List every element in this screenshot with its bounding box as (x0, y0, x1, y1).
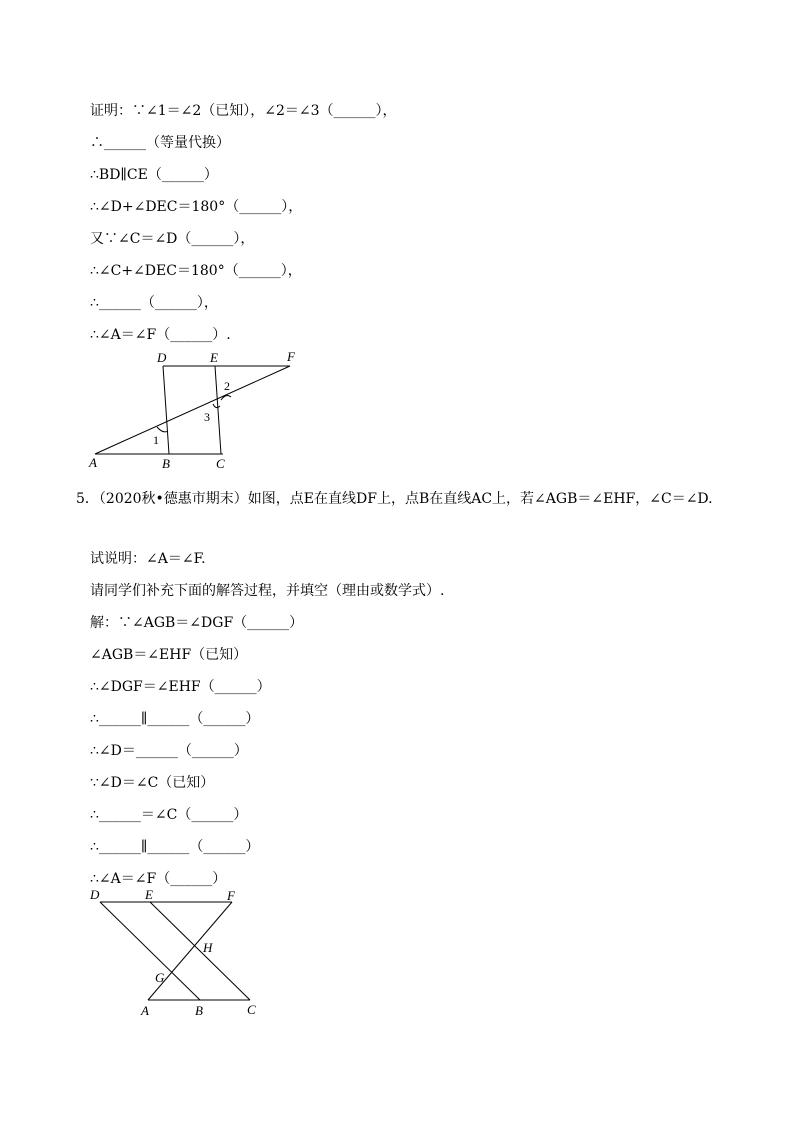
label-D-2: D (90, 887, 100, 902)
p5-line-11: ∴∠A＝∠F（______） (90, 871, 227, 887)
line-db (163, 366, 169, 454)
proof-line-1: 证明：∵∠1＝∠2（已知），∠2＝∠3（______）， (90, 103, 397, 119)
label-A-2: A (141, 1003, 149, 1018)
proof-line-4: ∴∠D+∠DEC＝180°（______）， (90, 199, 303, 215)
label-angle-3: 3 (204, 410, 210, 424)
proof-line-8: ∴∠A＝∠F（______）. (90, 327, 231, 343)
p5-line-1: 试说明：∠A＝∠F. (90, 551, 206, 567)
label-angle-1: 1 (153, 433, 159, 447)
proof-line-5: 又∵∠C＝∠D（______）， (90, 231, 255, 247)
p5-line-9: ∴______＝∠C（______） (90, 807, 248, 823)
label-G-2: G (155, 970, 165, 985)
line-af-2 (148, 902, 232, 1000)
label-angle-2: 2 (224, 379, 230, 393)
proof-line-6: ∴∠C+∠DEC＝180°（______）， (90, 263, 302, 279)
figure-1 (85, 348, 310, 473)
p5-line-6: ∴______∥______（______） (90, 711, 260, 727)
p5-line-3: 解：∵∠AGB＝∠DGF（______） (90, 615, 304, 631)
label-D: D (157, 350, 167, 365)
p5-line-2: 请同学们补充下面的解答过程，并填空（理由或数学式）. (90, 583, 445, 599)
label-B-2: B (195, 1003, 203, 1018)
label-C: C (216, 456, 225, 471)
line-af (95, 366, 290, 454)
line-ec (215, 366, 221, 454)
label-E: E (210, 350, 218, 365)
angle-1-arc (157, 427, 168, 432)
proof-line-7: ∴______（______）， (90, 295, 218, 311)
p5-line-5: ∴∠DGF＝∠EHF（______） (90, 679, 271, 695)
label-C-2: C (247, 1002, 256, 1017)
label-H-2: H (203, 940, 213, 955)
p5-line-10: ∴______∥______（______） (90, 839, 260, 855)
line-ec-2 (150, 902, 250, 1000)
label-F-2: F (227, 888, 235, 903)
label-E-2: E (145, 887, 153, 902)
proof-line-2: ∴______（等量代换） (90, 135, 230, 151)
angle-3-arc (213, 404, 220, 408)
p5-line-7: ∴∠D＝______（______） (90, 743, 248, 759)
label-A: A (89, 455, 97, 470)
problem-5-stem: 5．（2020秋•德惠市期末）如图，点E在直线DF上，点B在直线AC上，若∠AGB＝∠EHF，∠C＝∠D. (76, 491, 713, 507)
line-db-2 (100, 902, 200, 1000)
proof-line-3: ∴BD∥CE（______） (90, 167, 218, 183)
p5-line-8: ∵∠D＝∠C（已知） (90, 775, 215, 791)
figure-2 (85, 884, 270, 1019)
p5-line-4: ∠AGB＝∠EHF（已知） (90, 647, 248, 663)
label-F: F (287, 349, 295, 364)
label-B: B (162, 456, 170, 471)
